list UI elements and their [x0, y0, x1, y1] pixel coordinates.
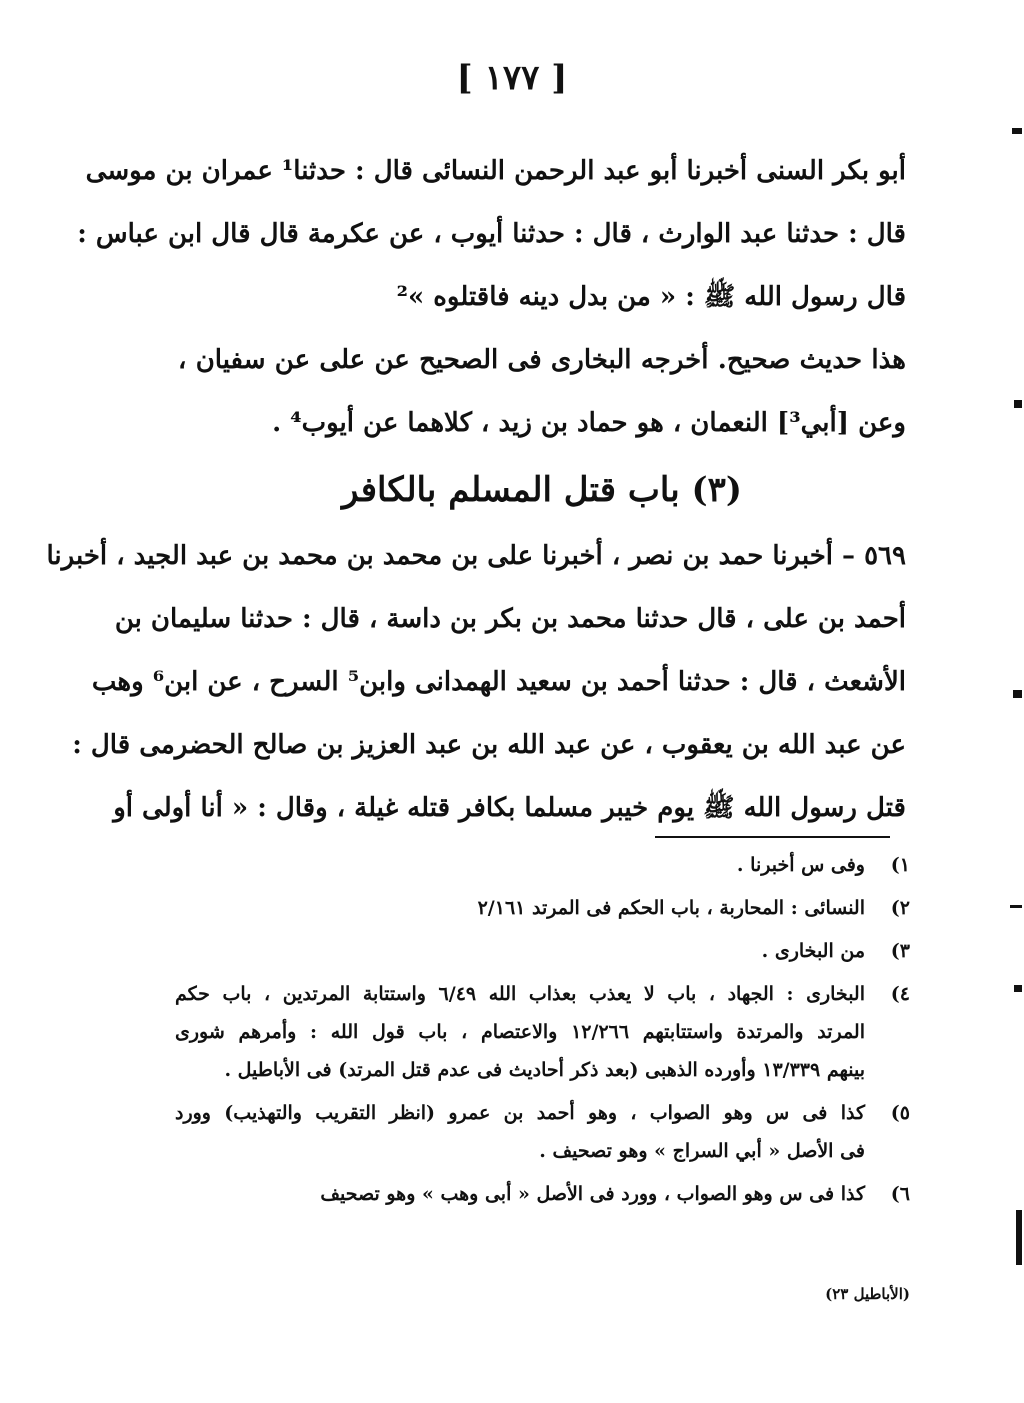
scan-mark — [1012, 128, 1022, 134]
footnote-line: البخارى : الجهاد ، باب لا يعذب بعذاب الله ٦/٤٩ واستتابة المرتدين ، باب حكم — [175, 983, 865, 1005]
footnote-number: ١) — [890, 854, 910, 876]
scan-mark — [1013, 690, 1022, 698]
scan-mark — [1014, 400, 1022, 408]
footnote-line: من البخارى . — [761, 940, 865, 962]
footnote-number: ٢) — [890, 897, 910, 919]
page-signature: (الأباطيل ٢٣) — [825, 1285, 910, 1303]
footnote-line: وفى س أخبرنا . — [736, 854, 865, 876]
footnote-number: ٥) — [890, 1102, 910, 1124]
hadith-line: عن عبد الله بن يعقوب ، عن عبد الله بن عبد العزيز بن صالح الحضرمى قال : — [72, 730, 906, 760]
text-line: قال : حدثنا عبد الوارث ، قال : حدثنا أيوب ، عن عكرمة قال قال ابن عباس : — [77, 219, 906, 249]
scan-mark — [1010, 905, 1022, 908]
hadith-line: أحمد بن على ، قال حدثنا محمد بن بكر بن داسة ، قال : حدثنا سليمان بن — [114, 604, 906, 634]
text-line: قال رسول الله ﷺ : « من بدل دينه فاقتلوه »² — [396, 282, 906, 312]
scan-mark — [1016, 1210, 1022, 1265]
text-line: أبو بكر السنى أخبرنا أبو عبد الرحمن النسائى قال : حدثنا¹ عمران بن موسى — [85, 156, 906, 186]
footnote-line: المرتد والمرتدة واستتابتهم ١٢/٢٦٦ والاعتصام ، باب قول الله : وأمرهم شورى — [175, 1021, 866, 1043]
footnote-number: ٦) — [890, 1183, 910, 1205]
footnote — [175, 1094, 910, 1170]
footnote — [175, 932, 910, 970]
footnote-number: ٣) — [890, 940, 910, 962]
footnote — [175, 1175, 910, 1213]
hadith-line: قتل رسول الله ﷺ يوم خيبر مسلما بكافر قتله غيلة ، وقال : « أنا أولى أو — [113, 793, 906, 823]
footnote-line: كذا فى س وهو الصواب ، وورد فى الأصل « أبى وهب » وهو تصحيف — [320, 1183, 865, 1205]
footnote-line: النسائى : المحاربة ، باب الحكم فى المرتد ٢/١٦١ — [477, 897, 865, 919]
footnote-number: ٤) — [890, 983, 910, 1005]
scan-mark — [1014, 985, 1022, 992]
main-text — [46, 140, 906, 840]
hadith-line: ٥٦٩ – أخبرنا حمد بن نصر ، أخبرنا على بن محمد بن محمد بن عبد الجيد ، أخبرنا — [46, 541, 906, 571]
text-line: هذا حديث صحيح. أخرجه البخارى فى الصحيح عن على عن سفيان ، — [178, 345, 906, 375]
chapter-heading: (٣) باب قتل المسلم بالكافر — [342, 470, 742, 510]
footnote — [175, 975, 910, 1089]
footnote-divider — [655, 836, 890, 838]
footnote-line: بينهم ١٣/٣٣٩ وأورده الذهبى (بعد ذكر أحاديث فى عدم قتل المرتد) فى الأباطيل . — [224, 1059, 865, 1081]
page-number: [ ١٧٧ ] — [456, 58, 568, 98]
footnotes — [175, 846, 910, 1218]
footnote-line: فى الأصل « أبي السراج » وهو تصحيف . — [539, 1140, 865, 1162]
text-line: وعن [أبي³] النعمان ، هو حماد بن زيد ، كلاهما عن أيوب⁴ . — [272, 408, 906, 438]
footnote — [175, 846, 910, 884]
footnote — [175, 889, 910, 927]
footnote-line: كذا فى س وهو الصواب ، وهو أحمد بن عمرو (انظر التقريب والتهذيب) وورد — [175, 1102, 865, 1124]
hadith-line: الأشعث ، قال : حدثنا أحمد بن سعيد الهمدانى وابن⁵ السرح ، عن ابن⁶ وهب — [91, 667, 906, 697]
